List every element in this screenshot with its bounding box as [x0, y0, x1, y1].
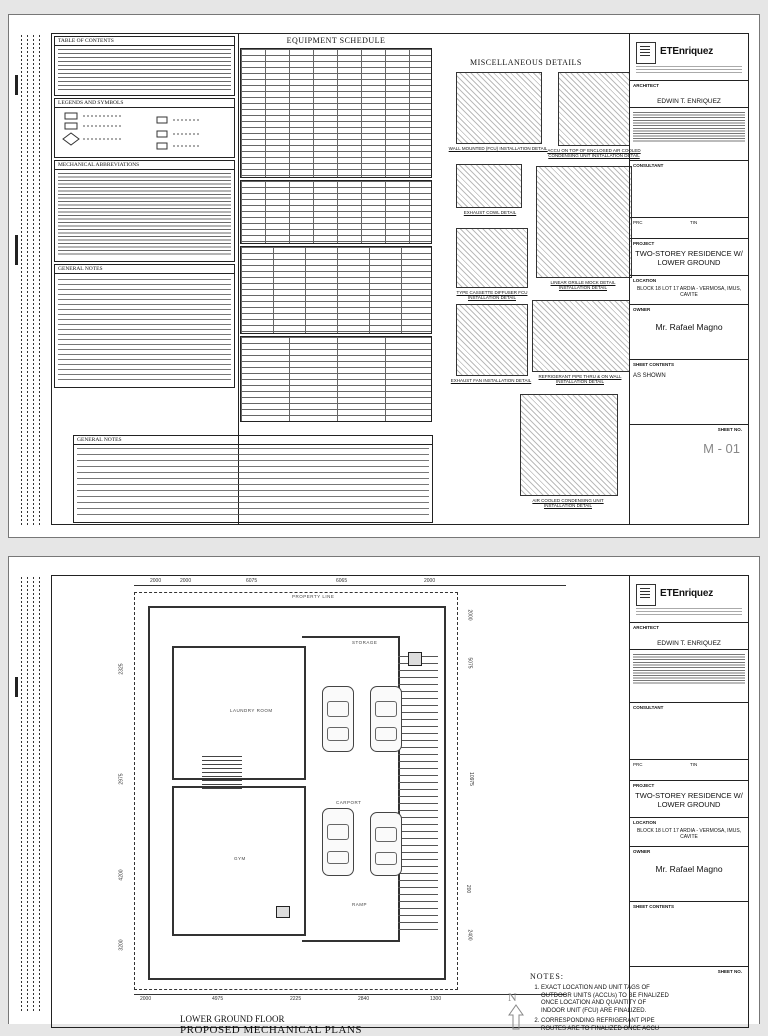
detail-cassette-diffuser [456, 228, 528, 288]
car-2 [370, 686, 402, 752]
equipment-schedule-table-3 [240, 246, 432, 334]
equipment-schedule-title: EQUIPMENT SCHEDULE [286, 36, 386, 45]
legend-symbols-graphic [61, 111, 231, 153]
detail-caption-2: ACCU ON TOP OF ENCLOSED AIR COOLED CONDENSING UNIT INSTALLATION DETAIL [547, 148, 641, 158]
detail-caption-1: WALL MOUNTED (FCU) INSTALLATION DETAIL [448, 146, 548, 151]
detail-exhaust-cowl [456, 164, 522, 208]
dim-left-1: 2325 [118, 663, 125, 675]
tin-label-2: TIN [690, 762, 698, 767]
laundry-label: LAUNDRY ROOM [230, 708, 273, 713]
detail-refrigerant-pipe [532, 300, 630, 372]
note-1: 1. EXACT LOCATION AND UNIT TAGS OF OUTDOOR UNITS (ACCUs) TO BE FINALIZED ONCE LOCATION AND QUANTITY OF INDOOR UNIT (FCU) ARE FINALIZED. [541, 985, 670, 1015]
consultant-label-2: CONSULTANT [633, 705, 664, 710]
carport-area [302, 636, 400, 942]
building-logo-icon [636, 584, 656, 606]
equipment-schedule-table-4 [240, 336, 432, 422]
project-label: PROJECT [633, 241, 655, 246]
firm-logo-2 [630, 576, 748, 623]
dim-left-2: 2975 [118, 773, 125, 785]
dim-top-5: 2000 [424, 578, 436, 584]
notes-title: NOTES: [530, 972, 564, 981]
dim-top-3: 6075 [246, 578, 258, 584]
equipment-schedule-table-1 [240, 48, 432, 178]
location-value-2: BLOCK 18 LOT 17 ARDIA - VERMOSA, IMUS, CAVITE [636, 828, 742, 840]
consultant-label: CONSULTANT [633, 163, 664, 168]
car-3 [322, 808, 354, 876]
gym-label: GYM [234, 856, 246, 861]
stairs [202, 756, 242, 790]
abbr-header: MECHANICAL ABBREVIATIONS [55, 161, 234, 170]
sheet-label: SHEET NO. [717, 427, 742, 432]
dim-top-2: 2000 [180, 578, 192, 584]
side-steps [398, 656, 438, 936]
dim-bottom-3: 2225 [290, 996, 302, 1002]
dim-right-5: 2400 [466, 929, 473, 941]
owner-name: Mr. Rafael Magno [655, 322, 723, 332]
accu-unit-marker [408, 652, 422, 666]
sheet-label-2: SHEET NO. [717, 969, 742, 974]
legends-header: LEGENDS AND SYMBOLS [55, 99, 234, 108]
detail-linear-grille [536, 166, 632, 278]
building-logo-icon [636, 42, 656, 64]
firm-name-2: ETEnriquez [660, 588, 714, 599]
architect-name: EDWIN T. ENRIQUEZ [657, 98, 721, 105]
dim-bottom-1: 2000 [140, 996, 152, 1002]
dim-right-4: 200 [465, 884, 472, 894]
dim-bottom-2: 4975 [212, 996, 224, 1002]
sheet-side-strip [13, 35, 47, 525]
general-notes-header: GENERAL NOTES [55, 265, 234, 274]
owner-label: OWNER [633, 307, 651, 312]
general-notes-header-2: GENERAL NOTES [74, 436, 432, 445]
project-name-2: TWO-STOREY RESIDENCE W/ LOWER GROUND [635, 791, 743, 809]
property-line-label: PROPERTY LINE [292, 594, 335, 599]
drawing-sheet-plan [8, 556, 760, 1036]
sheet-contents-label: SHEET CONTENTS [633, 362, 675, 367]
ramp-label: RAMP [352, 902, 368, 907]
general-notes-bottom [73, 435, 433, 523]
sheet-side-strip-2 [13, 577, 47, 1012]
dim-right-1: 2000 [466, 609, 473, 621]
car-1 [322, 686, 354, 752]
plan-title [180, 1014, 362, 1036]
detail-caption-4: LINEAR GRILLE MOCK DETAIL INSTALLATION DETAIL [550, 280, 616, 290]
detail-caption-8: AIR COOLED CONDENSING UNIT INSTALLATION DETAIL [532, 498, 604, 508]
dim-left-3: 4200 [118, 869, 125, 881]
general-notes-box [54, 264, 235, 388]
architect-name-2: EDWIN T. ENRIQUEZ [657, 640, 721, 647]
title-block [629, 34, 748, 524]
owner-name-2: Mr. Rafael Magno [655, 864, 723, 874]
dim-right-2: 5075 [466, 657, 473, 669]
dim-right-3: 10975 [467, 772, 474, 786]
mechanical-abbreviations [54, 160, 235, 262]
toc-header: TABLE OF CONTENTS [55, 37, 234, 46]
fcu-unit-marker [276, 906, 290, 918]
prc-label: PRC [633, 220, 643, 225]
scale-value: AS SHOWN [633, 373, 666, 379]
firm-logo [630, 34, 748, 81]
detail-caption-7: EXHAUST FAN INSTALLATION DETAIL [450, 378, 532, 383]
north-arrow-icon [508, 990, 524, 1033]
dim-left-4: 3200 [118, 939, 125, 951]
detail-accu-top [558, 72, 630, 146]
detail-caption-5: TYPE CASSETTE DIFFUSER FCU INSTALLATION DETAIL [456, 290, 528, 300]
carport-label: CARPORT [336, 800, 362, 805]
storage-label: STORAGE [352, 640, 378, 645]
architect-label: ARCHITECT [633, 83, 659, 88]
dim-top-4: 6065 [336, 578, 348, 584]
drawing-sheet-m01 [8, 14, 760, 538]
dim-bottom-5: 1300 [430, 996, 442, 1002]
note-2: 2. CORRESPONDING REFRIGERANT PIPE ROUTES ARE TO FINALIZED ONCE ACCU [541, 1018, 670, 1033]
sheet-contents-label-2: SHEET CONTENTS [633, 904, 675, 909]
firm-name: ETEnriquez [660, 46, 714, 57]
plan-title-main: PROPOSED MECHANICAL PLANS [180, 1024, 363, 1036]
car-4 [370, 812, 402, 876]
title-block-2 [629, 576, 748, 1027]
location-value: BLOCK 18 LOT 17 ARDIA - VERMOSA, IMUS, CAVITE [636, 286, 742, 298]
location-label: LOCATION [633, 278, 657, 283]
owner-label-2: OWNER [633, 849, 651, 854]
prc-label-2: PRC [633, 762, 643, 767]
detail-exhaust-fan [456, 304, 528, 376]
dim-top-1: 2000 [150, 578, 162, 584]
equipment-schedule-table-2 [240, 180, 432, 244]
detail-caption-3: EXHAUST COWL DETAIL [463, 210, 517, 215]
legends-and-symbols [54, 98, 235, 158]
location-label-2: LOCATION [633, 820, 657, 825]
plan-title-level: LOWER GROUND FLOOR [180, 1014, 285, 1024]
dim-bottom-4: 2840 [358, 996, 370, 1002]
project-name: TWO-STOREY RESIDENCE W/ LOWER GROUND [635, 249, 743, 267]
misc-details-title: MISCELLANEOUS DETAILS [470, 58, 582, 67]
project-label-2: PROJECT [633, 783, 655, 788]
detail-condensing-unit [520, 394, 618, 496]
sheet-frame-2 [51, 575, 749, 1036]
architect-label-2: ARCHITECT [633, 625, 659, 630]
detail-caption-6: REFRIGERANT PIPE THRU & ON WALL INSTALLATION DETAIL [538, 374, 622, 384]
detail-wall-mounted-fcu [456, 72, 542, 144]
tin-label: TIN [690, 220, 698, 225]
sheet-number: M - 01 [703, 441, 740, 456]
table-of-contents [54, 36, 235, 96]
north-label: N [508, 990, 517, 1004]
